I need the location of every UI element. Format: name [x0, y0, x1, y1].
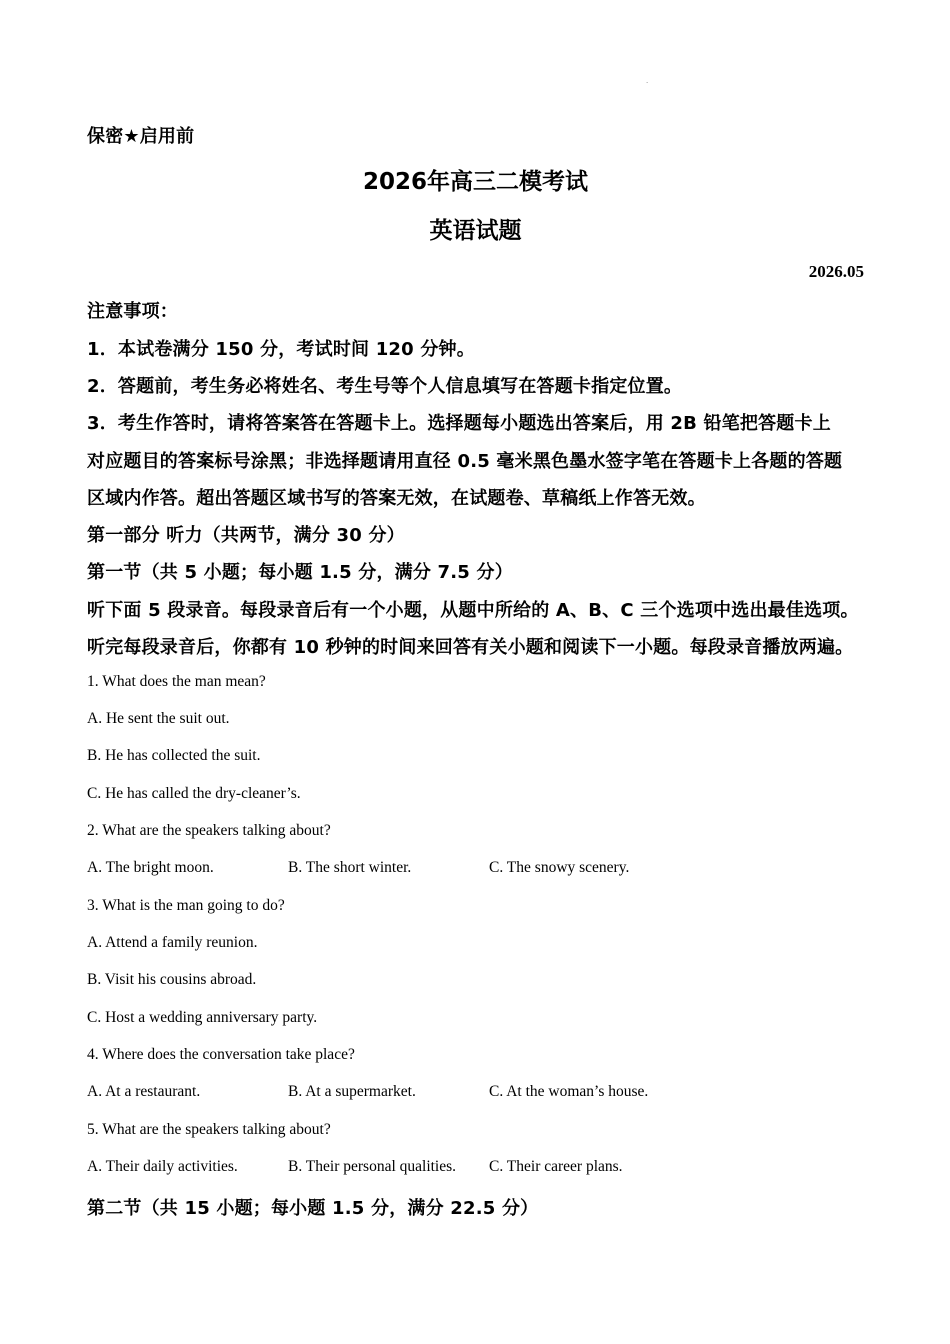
question-3-stem: 3. What is the man going to do?	[87, 897, 285, 914]
question-5-option-b: B. Their personal qualities.	[288, 1158, 457, 1175]
question-2-stem: 2. What are the speakers talking about?	[87, 822, 331, 839]
question-2-option-c: C. The snowy scenery.	[489, 859, 630, 876]
confidential-label: 保密★启用前	[87, 126, 195, 147]
question-5-option-c: C. Their career plans.	[489, 1158, 623, 1175]
question-1-option-a: A. He sent the suit out.	[87, 710, 230, 727]
question-3-option-c: C. Host a wedding anniversary party.	[87, 1009, 318, 1026]
question-1-option-c: C. He has called the dry-cleaner’s.	[87, 785, 301, 802]
question-4-stem: 4. Where does the conversation take place?	[87, 1046, 355, 1063]
question-3-option-a: A. Attend a family reunion.	[87, 934, 258, 951]
notice-item-3-line-2: 对应题目的答案标号涂黑；非选择题请用直径 0.5 毫米黑色墨水签字笔在答题卡上各题的答题	[87, 451, 843, 472]
question-2-option-a: A. The bright moon.	[87, 859, 214, 876]
question-2-options	[87, 859, 864, 881]
notice-item-3-line-1: 3．考生作答时，请将答案答在答题卡上。选择题每小题选出答案后，用 2B 铅笔把答题卡上	[87, 413, 831, 434]
question-1-stem: 1. What does the man mean?	[87, 673, 266, 690]
question-4-options	[87, 1083, 864, 1105]
notice-heading: 注意事项：	[87, 301, 178, 322]
question-4-option-a: A. At a restaurant.	[87, 1083, 201, 1100]
question-5-options	[87, 1158, 864, 1180]
question-4-option-c: C. At the woman’s house.	[489, 1083, 649, 1100]
instructions-line-2: 听完每段录音后，你都有 10 秒钟的时间来回答有关小题和阅读下一小题。每段录音播放两遍。	[87, 637, 854, 658]
question-4-option-b: B. At a supermarket.	[288, 1083, 416, 1100]
question-5-option-a: A. Their daily activities.	[87, 1158, 238, 1175]
instructions-line-1: 听下面 5 段录音。每段录音后有一个小题，从题中所给的 A、B、C 三个选项中选出最佳选项。	[87, 600, 859, 621]
section-1-heading: 第一节（共 5 小题；每小题 1.5 分，满分 7.5 分）	[87, 562, 513, 583]
subject-title: 英语试题	[429, 218, 522, 244]
notice-item-2: 2．答题前，考生务必将姓名、考生号等个人信息填写在答题卡指定位置。	[87, 376, 683, 397]
section-2-heading: 第二节（共 15 小题；每小题 1.5 分，满分 22.5 分）	[87, 1198, 539, 1219]
exam-title: 2026年高三二模考试	[362, 169, 588, 195]
question-2-option-b: B. The short winter.	[288, 859, 412, 876]
exam-date: 2026.05	[808, 262, 864, 281]
decorative-dot: .	[646, 76, 649, 85]
question-5-stem: 5. What are the speakers talking about?	[87, 1121, 331, 1138]
notice-item-1: 1．本试卷满分 150 分，考试时间 120 分钟。	[87, 339, 475, 360]
question-3-option-b: B. Visit his cousins abroad.	[87, 971, 257, 988]
notice-item-3-line-3: 区域内作答。超出答题区域书写的答案无效，在试题卷、草稿纸上作答无效。	[87, 488, 706, 509]
part-1-heading: 第一部分 听力（共两节，满分 30 分）	[87, 525, 405, 546]
question-1-option-b: B. He has collected the suit.	[87, 747, 261, 764]
